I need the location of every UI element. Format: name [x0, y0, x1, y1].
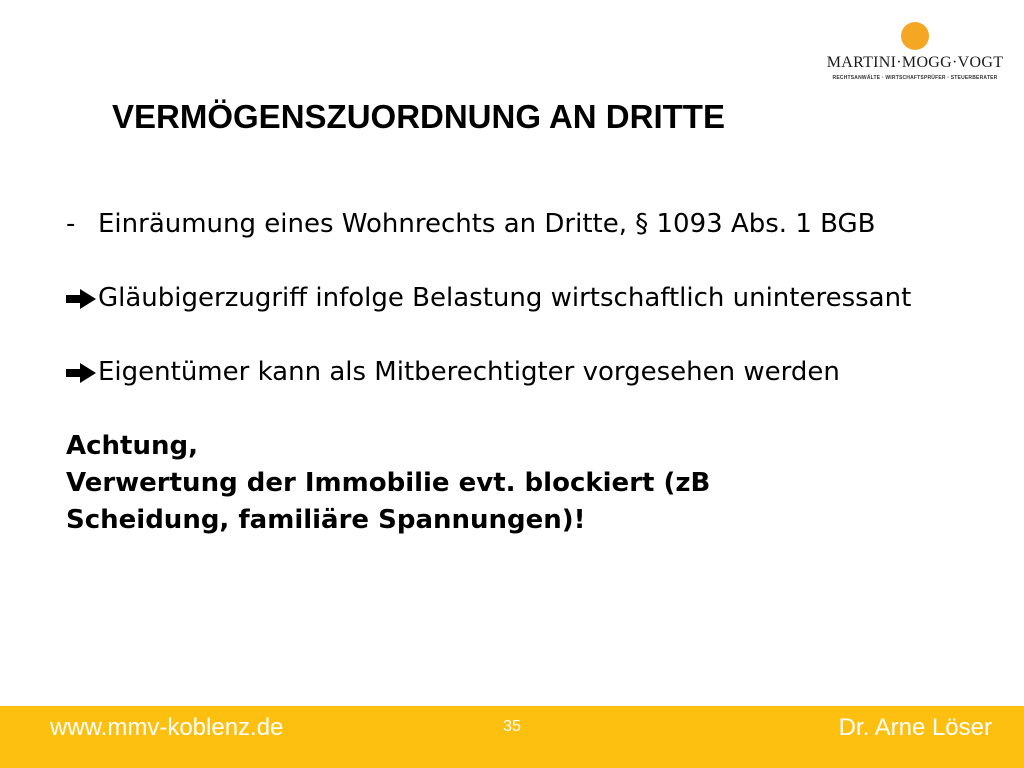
spacer: [66, 317, 946, 354]
warning-text: Verwertung der Immobilie evt. blockiert (zB Scheidung, familiäre Spannungen)!: [66, 468, 711, 535]
arrow-text: Gläubigerzugriff infolge Belastung wirtschaftlich uninteressant: [98, 283, 912, 313]
bullet-text: Einräumung eines Wohnrechts an Dritte, § 1093 Abs. 1 BGB: [98, 209, 876, 239]
slide-title: VERMÖGENSZUORDNUNG AN DRITTE: [112, 98, 725, 135]
warning-heading: Achtung,: [66, 431, 198, 461]
footer-author: Dr. Arne Löser: [838, 714, 992, 741]
logo-tagline: RECHTSANWÄLTE · WIRTSCHAFTSPRÜFER · STEUERBERATER: [832, 75, 998, 81]
spacer: [66, 243, 946, 280]
logo-dot-icon: [901, 22, 929, 50]
right-arrow-icon: [66, 354, 98, 391]
slide-content: [66, 206, 946, 539]
bullet-dash: -: [66, 209, 76, 239]
spacer: [66, 391, 946, 428]
logo-name: MARTINI·MOGG·VOGT: [826, 54, 1004, 71]
page-number: 35: [503, 718, 521, 735]
bullet-item: [66, 206, 946, 243]
arrow-item: [66, 280, 946, 317]
footer-bar: [0, 706, 1024, 768]
footer-website-link[interactable]: www.mmv-koblenz.de: [50, 714, 284, 741]
company-logo: [822, 18, 1008, 86]
right-arrow-icon: [66, 280, 98, 317]
arrow-item: [66, 354, 946, 391]
arrow-text: Eigentümer kann als Mitberechtigter vorgesehen werden: [98, 357, 840, 387]
